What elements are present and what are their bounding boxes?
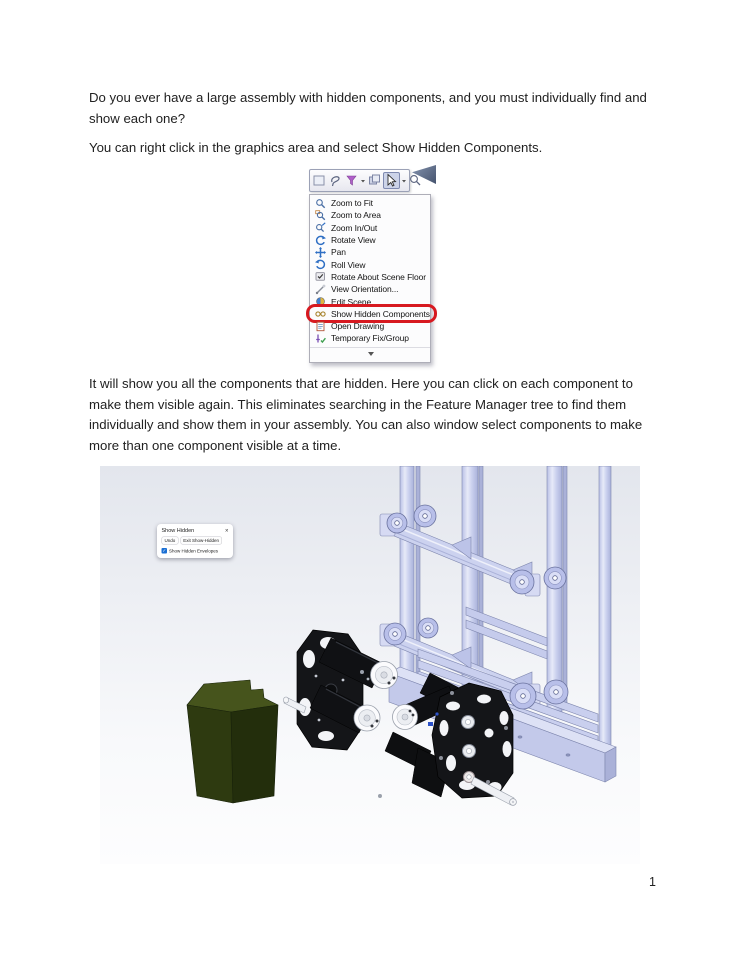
temporary-fix-group-icon	[315, 333, 326, 344]
menu-item-rotate-view[interactable]: Rotate View	[310, 234, 430, 246]
show-hidden-envelopes-checkbox[interactable]	[162, 548, 168, 554]
menu-item-view-orientation[interactable]: View Orientation...	[310, 283, 430, 295]
show-hidden-components-icon	[315, 308, 326, 319]
menu-item-zoom-in-out[interactable]: Zoom In/Out	[310, 222, 430, 234]
check-icon: ✓	[162, 548, 167, 553]
undo-button[interactable]: Undo	[162, 537, 179, 545]
checkbox-label: Show Hidden Envelopes	[169, 548, 219, 554]
menu-item-rotate-about-scene-floor[interactable]: Rotate About Scene Floor	[310, 271, 430, 283]
menu-item-pan[interactable]: Pan	[310, 246, 430, 258]
roll-view-icon	[315, 259, 326, 270]
battery-envelope-box	[187, 680, 278, 803]
zoom-in-out-icon	[315, 222, 326, 233]
intro-paragraph: Do you ever have a large assembly with hidden components, and you must individually find and show each one?	[89, 90, 647, 126]
zoom-to-fit-icon	[315, 198, 326, 209]
context-menu	[309, 194, 431, 363]
menu-item-show-hidden-components[interactable]: Show Hidden Components	[310, 308, 430, 320]
exit-show-hidden-button[interactable]: Exit Show-Hidden	[180, 537, 222, 545]
cursor-dropdown-icon[interactable]	[401, 173, 407, 188]
context-menu-screenshot	[307, 168, 435, 360]
selection-toolbar	[309, 169, 410, 192]
rotate-about-scene-floor-icon	[315, 271, 326, 282]
edit-scene-icon	[315, 296, 326, 307]
zoom-to-area-icon	[315, 210, 326, 221]
selection-filter-icon[interactable]	[344, 173, 359, 188]
menu-item-edit-scene[interactable]: Edit Scene	[310, 295, 430, 307]
magnify-selection-icon[interactable]	[408, 173, 423, 188]
menu-item-roll-view[interactable]: Roll View	[310, 258, 430, 270]
menu-item-zoom-to-fit[interactable]: Zoom to Fit	[310, 197, 430, 209]
menu-item-zoom-to-area[interactable]: Zoom to Area	[310, 209, 430, 221]
select-through-icon[interactable]	[367, 173, 382, 188]
dialog-title: Show Hidden	[161, 527, 195, 534]
instruction-paragraph: You can right click in the graphics area and select Show Hidden Components.	[89, 140, 543, 155]
menu-expand-chevron[interactable]	[310, 347, 430, 360]
view-orientation-icon	[315, 284, 326, 295]
chevron-down-icon	[368, 352, 374, 356]
show-hidden-dialog	[157, 524, 233, 558]
open-drawing-icon	[315, 321, 326, 332]
menu-item-open-drawing[interactable]: Open Drawing	[310, 320, 430, 332]
menu-item-temporary-fix-group[interactable]: Temporary Fix/Group	[310, 332, 430, 344]
body-paragraph: It will show you all the components that are hidden. Here you can click on each component to make them visible again. This eliminates searching in the Feature Manager tree to find them individually and show them in your assembly. You can also window select components to make more than one component visible at a time.	[89, 376, 643, 454]
cursor-select-icon[interactable]	[383, 172, 400, 189]
box-select-icon[interactable]	[312, 173, 327, 188]
assembly-screenshot	[100, 466, 640, 864]
lasso-select-icon[interactable]	[328, 173, 343, 188]
page-number: 1	[649, 875, 656, 889]
filter-dropdown-icon[interactable]	[360, 173, 366, 188]
rotate-view-icon	[315, 235, 326, 246]
close-icon[interactable]: ×	[224, 527, 229, 534]
pan-icon	[315, 247, 326, 258]
